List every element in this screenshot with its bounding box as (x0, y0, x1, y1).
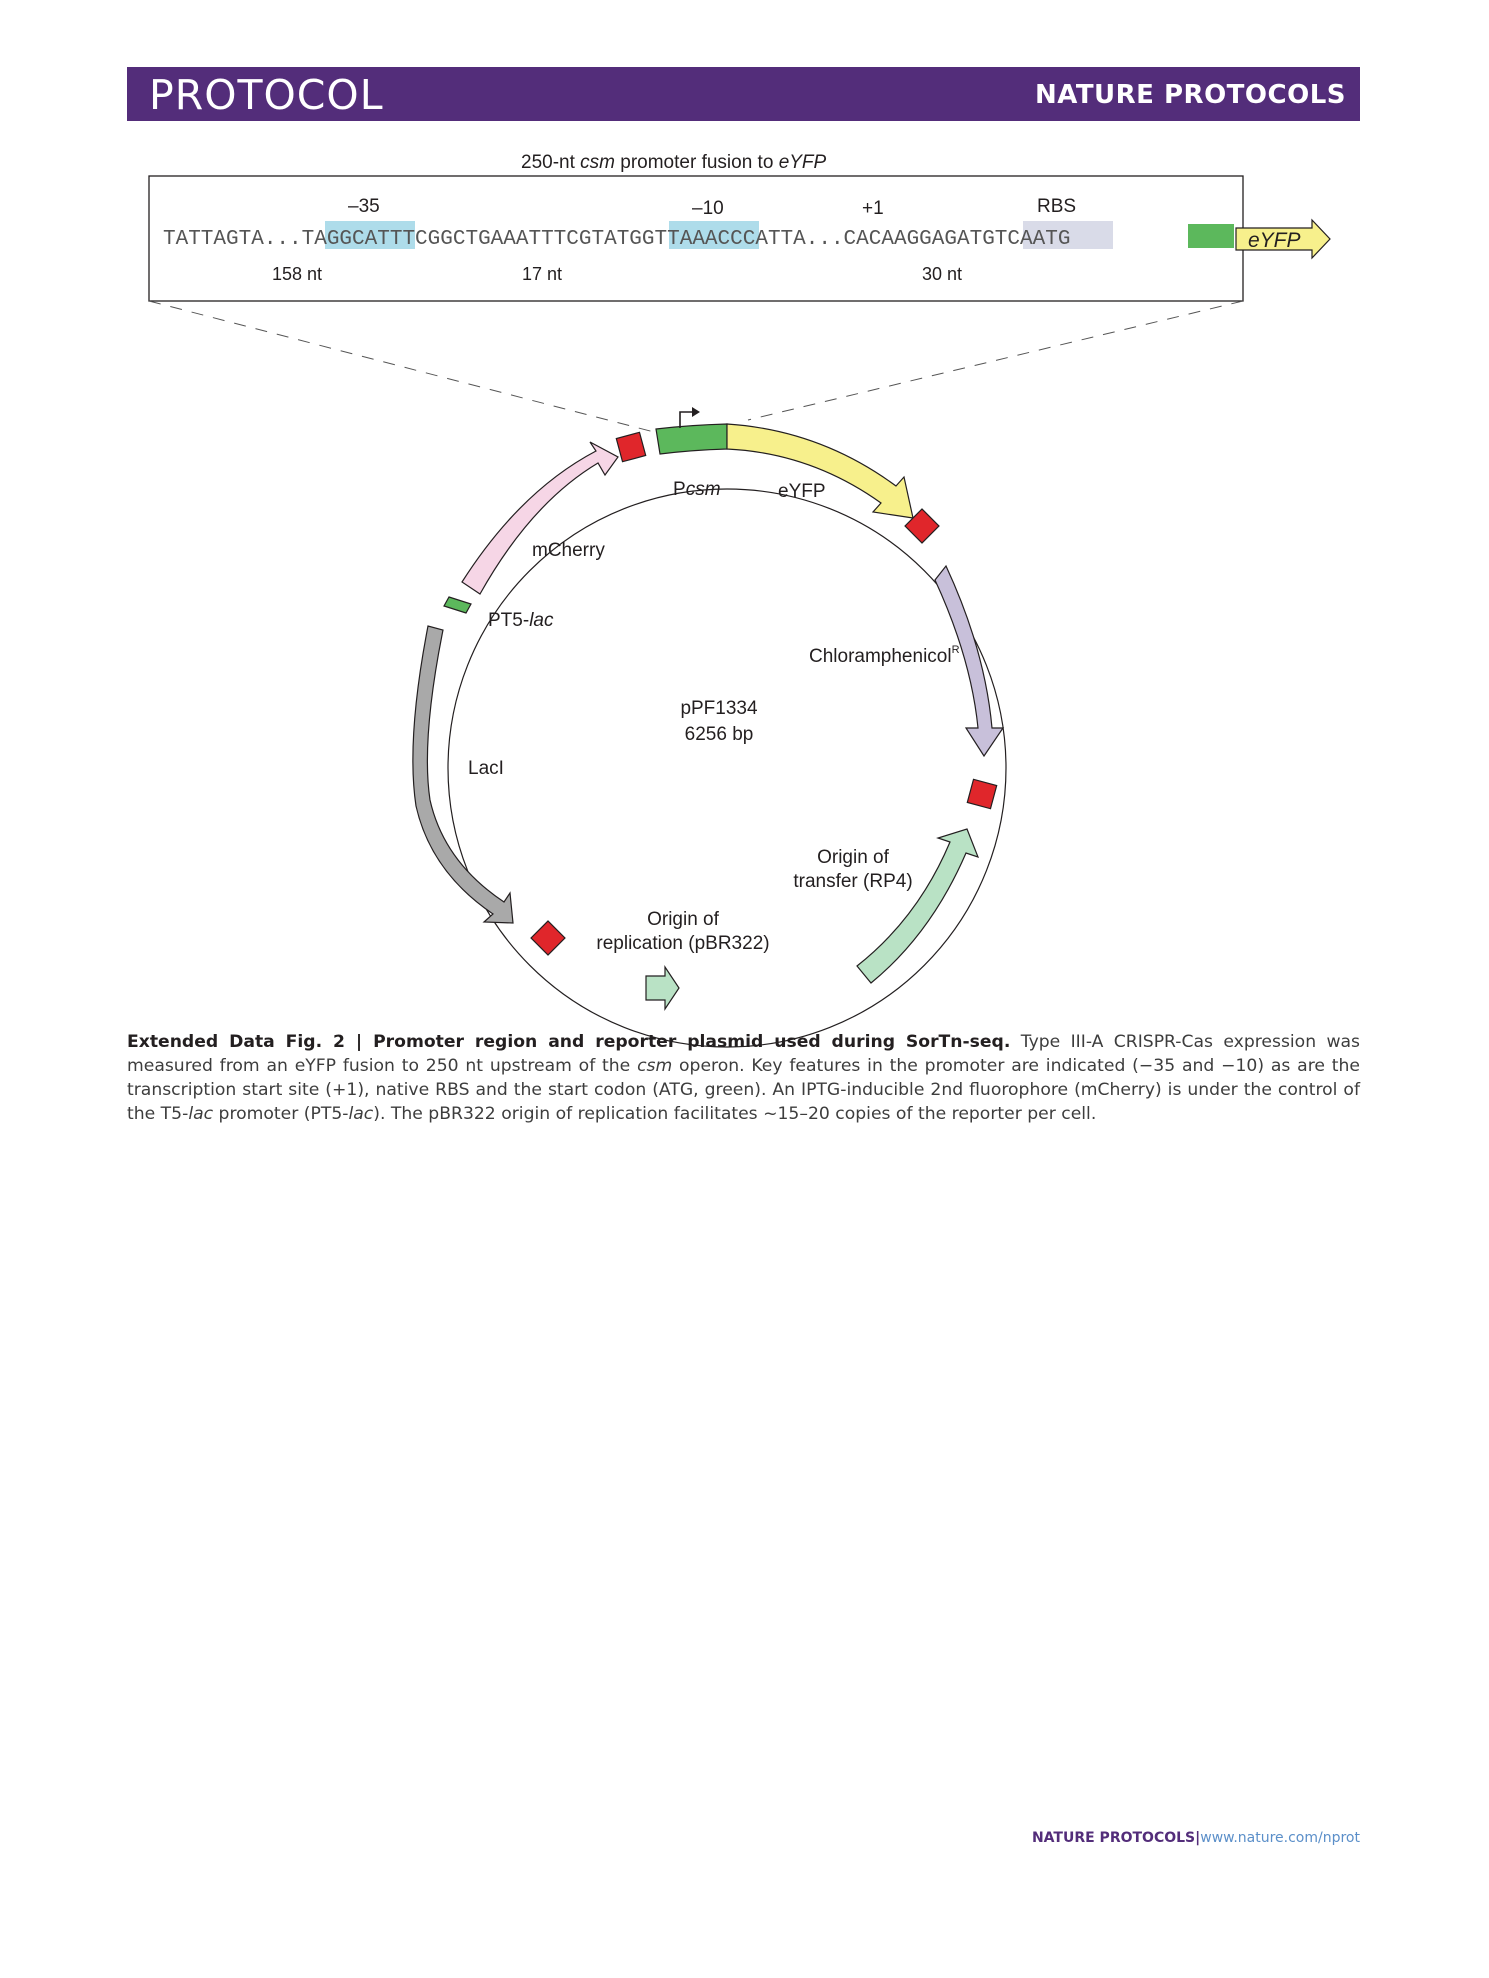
eyfp-label: eYFP (778, 481, 826, 502)
figure-caption: Extended Data Fig. 2 | Promoter region and reporter plasmid used during SorTn-seq. Type III-A CRISPR-Cas expression was measured from an eYFP fusion to 250 nt upstream of the csm operon. Key features in the promoter are indicated (−35 and −10) as are the transcription start site (+1), native RBS and the start codon (ATG, green). An IPTG-inducible 2nd fluorophore (mCherry) is under the control of the T5-lac promoter (PT5-lac). The pBR322 origin of replication facilitates ~15–20 copies of the reporter per cell. (127, 1032, 1361, 1124)
plasmid-size: 6256 bp (684, 724, 754, 745)
length-17: 17 nt (522, 264, 563, 284)
rbs-label: RBS (1037, 196, 1077, 217)
length-158: 158 nt (272, 264, 323, 284)
mcherry-gene-arrow (462, 442, 618, 594)
pt5lac-promoter-block (444, 597, 471, 613)
terminator-block (967, 779, 996, 808)
plus1-label: +1 (862, 198, 884, 219)
eyfp-gene-arrow (727, 424, 913, 518)
caption-title: Promoter region and reporter plasmid used during SorTn-seq. (373, 1032, 1011, 1052)
journal-name: NATURE PROTOCOLS (1034, 80, 1346, 110)
footer-url[interactable]: www.nature.com/nprot (1200, 1830, 1360, 1846)
page-footer (1032, 1830, 1360, 1846)
plasmid-map (413, 407, 1006, 1047)
plasmid-backbone (448, 489, 1006, 1047)
ori-label-line2: replication (pBR322) (596, 933, 770, 954)
pcsm-promoter-block (656, 424, 727, 454)
terminator-block (531, 921, 565, 955)
oriT-label-line1: Origin of (817, 847, 889, 868)
promoter-sequence: TATTAGTA...TAGGCATTTCGGCTGAAATTTCGTATGGTTAAACCCATTA...CACAAGGAGATGTCAATG (163, 228, 1071, 251)
ori-arrow (646, 967, 679, 1009)
footer-separator: | (1195, 1830, 1201, 1846)
zoom-line-left (149, 301, 654, 432)
eyfp-reporter-label: eYFP (1248, 229, 1301, 252)
ori-label-line1: Origin of (647, 909, 719, 930)
minus10-label: –10 (692, 198, 724, 219)
promoter-panel (149, 152, 1330, 301)
minus35-label: –35 (348, 196, 380, 217)
plasmid-name: pPF1334 (680, 698, 758, 719)
terminator-block (616, 432, 645, 461)
pcsm-label: Pcsm (673, 479, 721, 500)
length-30: 30 nt (922, 264, 963, 284)
footer-journal: NATURE PROTOCOLS (1031, 1830, 1196, 1846)
atg-box (1188, 224, 1234, 248)
zoom-line-right (748, 301, 1243, 420)
pt5lac-label: PT5-lac (488, 610, 554, 631)
section-title: PROTOCOL (149, 71, 384, 119)
laci-label: LacI (468, 758, 504, 779)
oriT-label-line2: transfer (RP4) (793, 871, 913, 892)
caption-label: Extended Data Fig. 2 | (127, 1032, 374, 1052)
tss-arrowhead-icon (692, 407, 700, 417)
chloramphenicol-label: Chloramphenicol$^R$ (809, 644, 960, 667)
mcherry-label: mCherry (532, 540, 605, 561)
promoter-title: 250-nt csm promoter fusion to eYFP (521, 152, 827, 173)
